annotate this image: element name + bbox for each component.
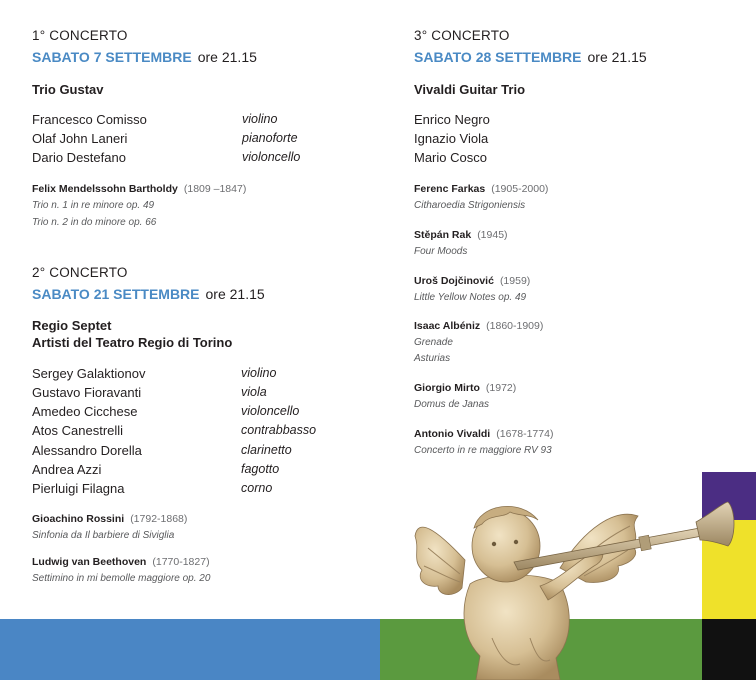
program-work: Domus de Janas (414, 399, 490, 410)
program-composer (414, 229, 508, 241)
performer-name: Francesco Comisso (32, 112, 147, 127)
concert2-ensemble: Regio Septet (32, 318, 112, 333)
concert3-label: 3° CONCERTO (414, 28, 510, 43)
composer-name: Isaac Albéniz (414, 320, 481, 332)
performer-instrument: contrabbasso (241, 423, 317, 437)
composer-years: (1945) (477, 229, 508, 241)
concert3-ensemble: Vivaldi Guitar Trio (414, 82, 526, 97)
concert2-time: ore 21.15 (205, 286, 265, 302)
composer-years: (1959) (499, 275, 531, 287)
program-composer (32, 513, 187, 525)
composer-name: Ludwig van Beethoven (32, 556, 147, 568)
concert3-date-line (414, 49, 647, 65)
composer-years: (1809 –1847) (183, 183, 247, 195)
composer-name: Antonio Vivaldi (414, 428, 491, 440)
blue-band (0, 619, 380, 680)
performer-instrument: violino (241, 366, 277, 380)
concert2-date-line (32, 286, 265, 302)
program-work: Trio n. 2 in do minore op. 66 (32, 217, 157, 228)
performer-name: Atos Canestrelli (32, 423, 124, 438)
performer-instrument: clarinetto (241, 443, 292, 457)
performer-name: Andrea Azzi (32, 462, 102, 477)
program-work: Grenade (414, 337, 453, 348)
composer-name: Uroš Dojčinović (414, 275, 494, 287)
performer-instrument: violoncello (242, 150, 301, 164)
concert1-label: 1° CONCERTO (32, 28, 128, 43)
program-composer (414, 320, 543, 332)
concert2-ensemble-subtitle: Artisti del Teatro Regio di Torino (32, 335, 233, 350)
composer-name: Giorgio Mirto (414, 382, 480, 394)
performer-instrument: violoncello (241, 404, 300, 418)
performer-name: Sergey Galaktionov (32, 366, 146, 381)
performer-name: Olaf John Laneri (32, 131, 128, 146)
program-work: Trio n. 1 in re minore op. 49 (32, 200, 155, 211)
composer-years: (1972) (485, 382, 517, 394)
program-composer (414, 183, 548, 195)
program-work: Settimino in mi bemolle maggiore op. 20 (32, 573, 211, 584)
composer-name: Gioachino Rossini (32, 513, 125, 525)
program-composer (414, 382, 516, 394)
composer-years: (1792-1868) (130, 513, 188, 525)
performer-name: Amedeo Cicchese (32, 404, 138, 419)
concert1-date: SABATO 7 SETTEMBRE (32, 49, 192, 65)
performer-name: Ignazio Viola (414, 131, 489, 146)
performer-name: Enrico Negro (414, 112, 490, 127)
performer-name: Mario Cosco (414, 150, 487, 165)
program-work: Little Yellow Notes op. 49 (414, 292, 527, 303)
program-work: Asturias (414, 353, 451, 364)
program-composer (414, 275, 530, 287)
performer-name: Pierluigi Filagna (32, 481, 125, 496)
performer-instrument: violino (242, 112, 278, 126)
concert3-time: ore 21.15 (587, 49, 647, 65)
program-composer (32, 183, 246, 195)
concert1-ensemble: Trio Gustav (32, 82, 104, 97)
concert1-time: ore 21.15 (197, 49, 257, 65)
performer-instrument: viola (241, 385, 267, 399)
composer-name: Felix Mendelssohn Bartholdy (32, 183, 178, 195)
composer-name: Ferenc Farkas (414, 183, 486, 195)
concert2-label: 2° CONCERTO (32, 265, 128, 280)
program-work: Concerto in re maggiore RV 93 (414, 445, 552, 456)
program-work: Citharoedia Strigoniensis (414, 200, 526, 211)
performer-instrument: fagotto (241, 462, 280, 476)
performer-name: Dario Destefano (32, 150, 126, 165)
performer-name: Alessandro Dorella (32, 443, 142, 458)
concert1-date-line (32, 49, 257, 65)
composer-years: (1770-1827) (152, 556, 210, 568)
performer-name: Gustavo Fioravanti (32, 385, 142, 400)
program-work: Four Moods (414, 246, 468, 257)
composer-years: (1678-1774) (496, 428, 554, 440)
program-composer (414, 428, 553, 440)
program-composer (32, 556, 210, 568)
cherub-trumpet-statue-icon (410, 488, 750, 680)
program-work: Sinfonia da Il barbiere di Siviglia (32, 530, 175, 541)
concert2-date: SABATO 21 SETTEMBRE (32, 286, 200, 302)
concert3-date: SABATO 28 SETTEMBRE (414, 49, 582, 65)
performer-instrument: pianoforte (242, 131, 298, 145)
composer-years: (1860-1909) (486, 320, 544, 332)
composer-name: Stěpán Rak (414, 229, 472, 241)
performer-instrument: corno (241, 481, 273, 495)
composer-years: (1905-2000) (491, 183, 549, 195)
